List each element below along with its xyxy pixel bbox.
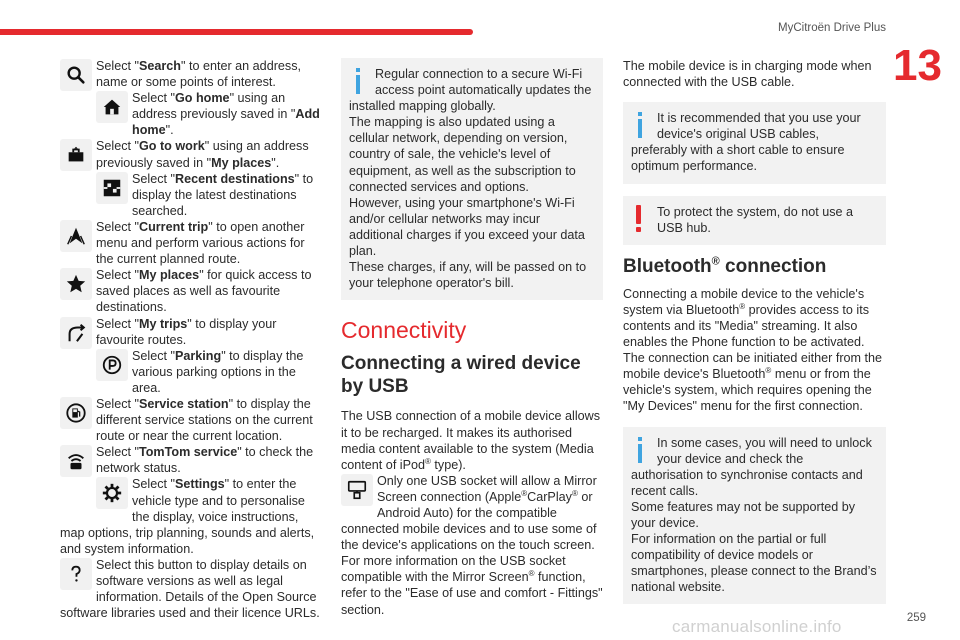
mirror-screen-usb-icon bbox=[341, 474, 373, 506]
menu-item-go-home: Select "Go home" using an address previously saved in "Add home". bbox=[60, 90, 322, 138]
question-icon bbox=[60, 558, 92, 590]
watermark: carmanualsonline.info bbox=[672, 617, 842, 636]
parking-icon bbox=[96, 349, 128, 381]
usb-hub-warning-note: To protect the system, do not use a USB hub. bbox=[623, 196, 886, 245]
charging-mode-text: The mobile device is in charging mode when connected with the USB cable. bbox=[623, 59, 872, 90]
settings-gear-icon bbox=[96, 477, 128, 509]
menu-item-search: Select "Search" to enter an address, name or some points of interest. bbox=[60, 58, 322, 90]
warning-exclamation-icon bbox=[631, 204, 651, 234]
home-icon bbox=[96, 91, 128, 123]
recent-destinations-icon bbox=[96, 172, 128, 204]
work-icon bbox=[60, 139, 92, 171]
usb-intro-paragraph: The USB connection of a mobile device allows it to be recharged. It makes its authorised media content available to the system (Media content of iPod® type). bbox=[341, 409, 601, 472]
menu-item-current-trip: Select "Current trip" to open another menu and perform various actions for the current planned route. bbox=[60, 219, 322, 267]
usb-socket-more-info: For more information on the USB socket compatible with the Mirror Screen® function, refer to the "Ease of use and comfort - Fittings" section. bbox=[341, 554, 603, 617]
menu-item-about: Select this button to display details on software versions as well as legal information. Details of the Open Source software libraries used and their licence URLs. bbox=[60, 557, 320, 621]
bluetooth-paragraph-2: The connection can be initiated either from the mobile device's Bluetooth® menu or from the vehicle's system, which requires opening the "My Devices" menu for the first connection. bbox=[623, 351, 883, 414]
bluetooth-info-note: In some cases, you will need to unlock your device and check the authorisation to synchronise contacts and recent calls. Some features may not be supported by your device. For information on the partial or full compatibility of device models or smartphones, please connect to the Brand’s national website. bbox=[623, 427, 886, 605]
info-icon bbox=[631, 435, 651, 465]
star-icon bbox=[60, 268, 92, 300]
column-navigation-menu bbox=[60, 58, 322, 621]
wifi-info-note: Regular connection to a secure Wi-Fi access point automatically updates the installed mapping globally. The mapping is also updated using a cellular network, depending on version, country of sale, the vehicle's level of equipment, as well as the subscription to connected services and options. However, using your smartphone's Wi-Fi and/or cellular networks may incur additional charges if you exceed your data plan. These charges, if any, will be passed on to your telephone operator's bill. bbox=[341, 58, 603, 300]
usb-connection-heading: Connecting a wired device by USB bbox=[341, 353, 581, 398]
mirror-screen-paragraph: Only one USB socket will allow a Mirror Screen connection (Apple®CarPlay® or Android Auto) for the compatible connected mobile devices and to use some of the device's applications on the touch screen. bbox=[341, 473, 597, 553]
info-icon bbox=[631, 110, 651, 140]
bluetooth-connection-heading: Bluetooth® connection bbox=[623, 255, 827, 277]
menu-item-settings: Select "Settings" to enter the vehicle type and to personalise the display, voice instructions, map options, trip planning, sounds and alerts, and system information. bbox=[60, 477, 315, 556]
column-connectivity bbox=[341, 58, 603, 618]
menu-item-recent-destinations: Select "Recent destinations" to display the latest destinations searched. bbox=[60, 171, 322, 219]
menu-item-tomtom-service: Select "TomTom service" to check the network status. bbox=[60, 444, 322, 476]
menu-item-my-trips: Select "My trips" to display your favourite routes. bbox=[60, 316, 322, 348]
menu-item-service-station: Select "Service station" to display the different service stations on the current route or near the current location. bbox=[60, 396, 322, 444]
manual-section-title: MyCitroën Drive Plus bbox=[778, 22, 886, 34]
menu-item-my-places: Select "My places" for quick access to saved places as well as favourite destinations. bbox=[60, 267, 322, 315]
service-station-icon bbox=[60, 397, 92, 429]
usb-cable-info-note: It is recommended that you use your device's original USB cables, preferably with a short cable to ensure optimum performance. bbox=[623, 102, 886, 183]
section-title-connectivity: Connectivity bbox=[341, 317, 467, 344]
search-icon bbox=[60, 59, 92, 91]
tomtom-service-icon bbox=[60, 445, 92, 477]
trips-icon bbox=[60, 317, 92, 349]
menu-item-go-to-work: Select "Go to work" using an address previously saved in "My places". bbox=[60, 138, 322, 170]
bluetooth-paragraph-1: Connecting a mobile device to the vehicle's system via Bluetooth® provides access to its contents and its "Media" streaming. It also enables the Phone function to be activated. bbox=[623, 286, 869, 350]
menu-item-parking: Select "Parking" to display the various parking options in the area. bbox=[60, 348, 322, 396]
current-trip-icon bbox=[60, 220, 92, 252]
column-bluetooth bbox=[623, 58, 886, 612]
header-accent-bar bbox=[0, 29, 473, 35]
page-number: 259 bbox=[906, 612, 926, 624]
info-icon bbox=[349, 66, 369, 96]
chapter-number: 13 bbox=[893, 41, 942, 90]
